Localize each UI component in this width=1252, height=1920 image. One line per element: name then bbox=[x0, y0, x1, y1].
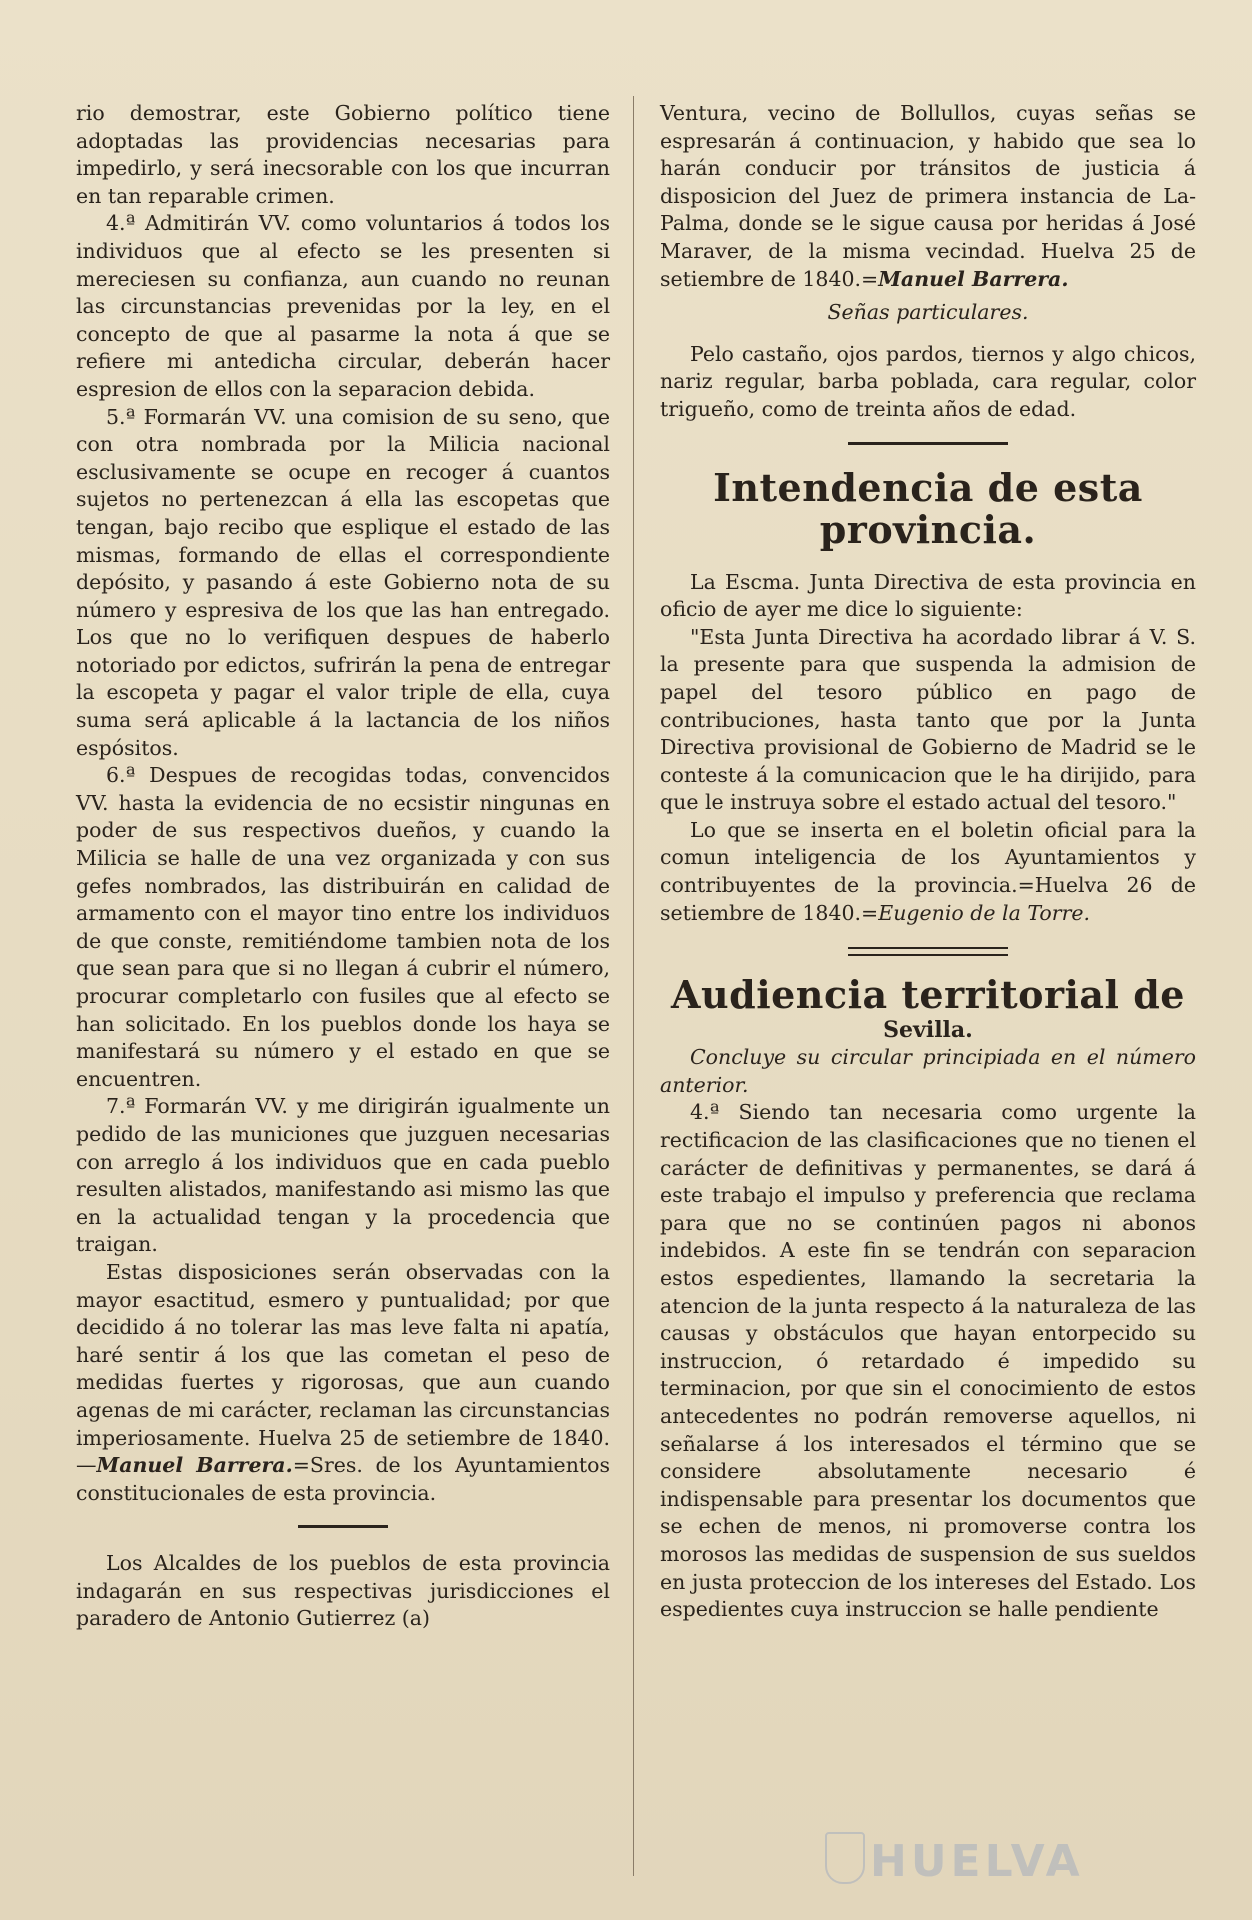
ventura-text: Ventura, vecino de Bollullos, cuyas señas se espresarán á continuacion, y habido que sea lo harán conducir por tránsitos de justicia á disposicion del Juez de primera instancia de La-Palma, donde se le sigue causa por heridas á José Maraver, de la misma vecindad. Huelva 25 de setiembre de 1840.= bbox=[660, 101, 1196, 291]
closing-text: Estas disposiciones serán observadas con la mayor esactitud, esmero y puntualidad; por que decidido á no tolerar las mas leve falta ni apatía, haré sentir á los que las cometan el peso de medidas fuertes y rigorosas, que aun cuando agenas de mi carácter, reclaman las circunstancias imperiosamente. Huelva 25 de setiembre de 1840.— bbox=[76, 1259, 610, 1478]
intendencia-heading: Intendencia de esta provincia. bbox=[713, 464, 1143, 552]
archive-emblem-icon bbox=[825, 1832, 865, 1884]
audiencia-subheading: Sevilla. bbox=[883, 1017, 973, 1044]
intendencia-closing-text: Lo que se inserta en el boletin oficial para la comun inteligencia de los Ayuntamientos y contribuyentes de la provincia.=Huelva 26 de setiembre de 1840.= bbox=[660, 817, 1196, 925]
paragraph-item-7: 7.ª Formarán VV. y me dirigirán igualmente un pedido de las municiones que juzguen necesarias con arreglo á los individuos que en cada pueblo resulten alistados, manifestando asi mismo las que en la actualidad tengan y la procedencia que traigan. bbox=[76, 1094, 610, 1257]
section-divider bbox=[298, 1525, 388, 1528]
left-column bbox=[76, 100, 610, 1633]
audiencia-heading: Audiencia territorial de bbox=[671, 972, 1185, 1018]
paragraph-item-6: 6.ª Despues de recogidas todas, convencidos VV. hasta la evidencia de no ecsistir ningunas en poder de sus respectivos dueños, y cuando la Milicia se halle de una vez organizada y con sus gefes nombrados, las distribuirán en calidad de armamento con el mayor tino entre los individuos de que conste, remitiéndome tambien nota de los que sean para que si no llegan á cubrir el número, procurar completarlo con fusiles que al efecto se han solicitado. En los pueblos donde los haya se manifestará su número y el estado en que se encuentren. bbox=[76, 763, 610, 1091]
audiencia-intro: Concluye su circular principiada en el número anterior. bbox=[660, 1045, 1196, 1097]
senas-text: Pelo castaño, ojos pardos, tiernos y algo chicos, nariz regular, barba poblada, cara regular, color trigueño, como de treinta años de edad. bbox=[660, 341, 1196, 421]
paragraph-closing bbox=[76, 1259, 610, 1507]
audiencia-item-4: 4.ª Siendo tan necesaria como urgente la rectificacion de las clasificaciones que no tienen el carácter de definitivas y permanentes, se dará á este trabajo el impulso y preferencia que reclama para que no se continúen pagos ni abonos indebidos. A este fin se tendrán con separacion estos espedientes, llamando la secretaria la atencion de la junta respecto á la naturaleza de las causas y obstáculos que hayan entorpecido su instruccion, ó retardado é impedido su terminacion, por que sin el conocimiento de estos antecedentes no podrán removerse aquellos, ni señalarse á los interesados el término que se considere absolutamente necesario é indispensable para presentar los documentos que se echen de menos, ni promoverse contra los morosos las medidas de suspension de sus sueldos en justa proteccion de los intereses del Estado. Los espedientes cuya instruccion se halle pendiente bbox=[660, 1100, 1196, 1622]
column-rule bbox=[633, 96, 634, 1876]
intendencia-intro: La Escma. Junta Directiva de esta provincia en oficio de ayer me dice lo siguiente: bbox=[660, 569, 1196, 622]
signature-torre: Eugenio de la Torre. bbox=[878, 900, 1091, 925]
paragraph-item-4: 4.ª Admitirán VV. como voluntarios á todos los individuos que al efecto se les presenten si mereciesen su confianza, aun cuando no reunan las circunstancias prevenidas por la ley, en el concepto de que al pasarme la nota á que se refiere mi antedicha circular, deberán hacer espresion de ellos con la separacion debida. bbox=[76, 211, 610, 401]
section-divider bbox=[848, 442, 1008, 445]
archive-watermark: HUELVA bbox=[870, 1836, 1084, 1887]
closing-recipients: =Sres. de los Ayuntamientos constitucionales de esta provincia. bbox=[76, 1453, 610, 1505]
section-divider-double bbox=[848, 947, 1008, 956]
signature-barrera: Manuel Barrera. bbox=[96, 1453, 293, 1478]
paragraph-ventura bbox=[660, 100, 1196, 293]
paragraph-continuation: rio demostrar, este Gobierno político tiene adoptadas las providencias necesarias para impedirlo, y será inecsorable con los que incurran en tan reparable crimen. bbox=[76, 101, 610, 208]
paragraph-alcaldes: Los Alcaldes de los pueblos de esta provincia indagarán en sus respectivas jurisdicciones el paradero de Antonio Gutierrez (a) bbox=[76, 1551, 610, 1631]
paragraph-item-5: 5.ª Formarán VV. una comision de su seno, que con otra nombrada por la Milicia nacional esclusivamente se ocupe en recoger á cuantos sujetos no pertenezcan á ella las escopetas que tengan, bajo recibo que esplique el estado de las mismas, formando de ellas el correspondiente depósito, y pasando á este Gobierno nota de su número y espresiva de los que las han entregado. Los que no lo verifiquen despues de haberlo notoriado por edictos, sufrirán la pena de entregar la escopeta y pagar el valor triple de ella, cuya suma será aplicable á la lactancia de los niños espósitos. bbox=[76, 404, 610, 760]
senas-title: Señas particulares. bbox=[827, 300, 1029, 325]
right-column bbox=[660, 100, 1196, 1624]
signature-barrera-2: Manuel Barrera. bbox=[878, 266, 1069, 291]
intendencia-closing bbox=[660, 817, 1196, 927]
intendencia-quote: "Esta Junta Directiva ha acordado librar á V. S. la presente para que suspenda la admision de papel del tesoro público en pago de contribuciones, hasta tanto que por la Junta Directiva provisional de Gobierno de Madrid se le conteste á la comunicacion que le ha dirijido, para que le instruya sobre el estado actual del tesoro." bbox=[660, 624, 1196, 815]
